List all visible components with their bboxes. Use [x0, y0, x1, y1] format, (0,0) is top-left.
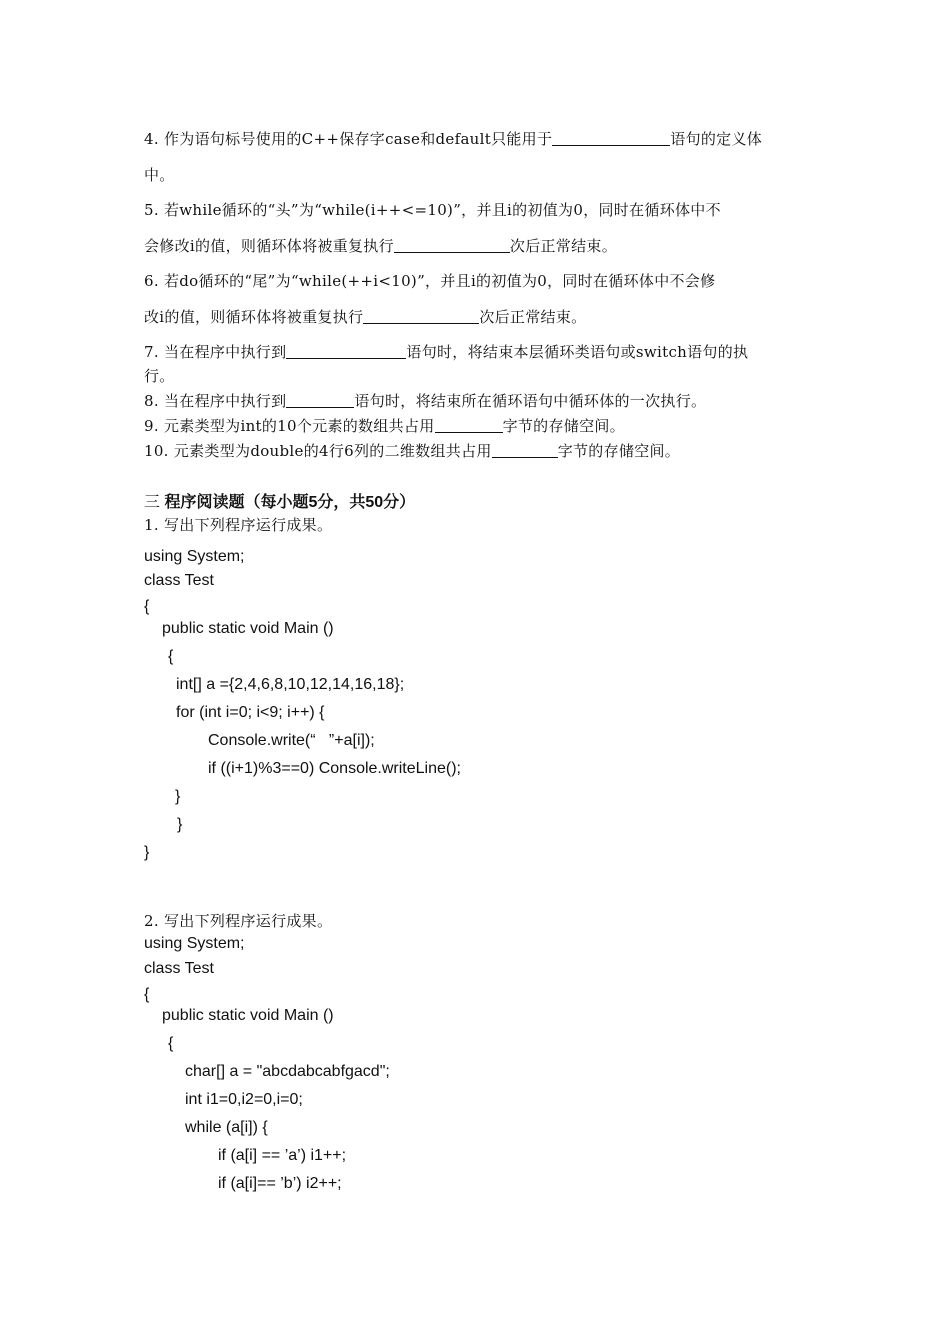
question-7-text: 7. 当在程序中执行到	[144, 343, 287, 361]
answer-blank[interactable]	[492, 442, 558, 458]
code-line: Console.write(“ ”+a[i]);	[208, 732, 375, 749]
question-5: 5. 若while循环的“头”为“while(i++<=10)”，并且i的初值为0，同时在循环体中不	[144, 201, 721, 219]
program-2-prompt: 2. 写出下列程序运行成果。	[144, 912, 333, 930]
question-6-line-2	[144, 306, 586, 327]
answer-blank[interactable]	[394, 237, 510, 253]
question-8-text-after: 语句时，将结束所在循环语句中循环体的一次执行。	[354, 392, 707, 410]
code-line: class Test	[144, 960, 214, 977]
question-6: 6. 若do循环的“尾”为“while(++i<10)”，并且i的初值为0，同时在循环体中不会修	[144, 272, 716, 290]
code-line: public static void Main ()	[162, 620, 334, 637]
program-1-prompt: 1. 写出下列程序运行成果。	[144, 516, 333, 534]
code-line: using System;	[144, 935, 245, 952]
question-9-text-after: 字节的存储空间。	[502, 417, 625, 435]
question-6-text: 改i的值，则循环体将被重复执行	[144, 308, 364, 326]
code-line: if ((i+1)%3==0) Console.writeLine();	[208, 760, 461, 777]
code-line: char[] a = "abcdabcabfgacd";	[185, 1063, 390, 1080]
code-line: while (a[i]) {	[185, 1119, 268, 1136]
question-7-text-after: 语句时，将结束本层循环类语句或switch语句的执	[406, 343, 749, 361]
code-line: for (int i=0; i<9; i++) {	[176, 704, 325, 721]
question-4	[144, 128, 762, 149]
question-4-continued: 中。	[144, 166, 175, 184]
question-7-continued: 行。	[144, 367, 175, 385]
code-line: {	[168, 648, 174, 665]
code-line: int i1=0,i2=0,i=0;	[185, 1091, 303, 1108]
answer-blank[interactable]	[435, 417, 503, 433]
question-8-text: 8. 当在程序中执行到	[144, 392, 287, 410]
question-8	[144, 390, 706, 411]
question-5-text-after: 次后正常结束。	[509, 237, 618, 255]
code-line: int[] a ={2,4,6,8,10,12,14,16,18};	[176, 676, 405, 693]
code-line: public static void Main ()	[162, 1007, 334, 1024]
question-7	[144, 341, 748, 362]
section-number: 三	[144, 494, 165, 511]
answer-blank[interactable]	[363, 308, 479, 324]
question-6-text-after: 次后正常结束。	[479, 308, 587, 326]
code-line: }	[175, 788, 181, 805]
question-4-text-after: 语句的定义体	[670, 130, 763, 148]
question-10-text: 10. 元素类型为double的4行6列的二维数组共占用	[144, 442, 492, 460]
code-line: class Test	[144, 572, 214, 589]
code-line: using System;	[144, 548, 245, 565]
question-9	[144, 415, 625, 436]
code-line: }	[144, 844, 150, 861]
question-5-line-2	[144, 235, 617, 256]
code-line: {	[168, 1035, 174, 1052]
code-line: }	[177, 816, 183, 833]
question-10	[144, 440, 680, 461]
code-line: if (a[i] == ’a’) i1++;	[218, 1147, 347, 1164]
question-4-text: 4. 作为语句标号使用的C++保存字case和default只能用于	[144, 130, 553, 148]
question-10-text-after: 字节的存储空间。	[557, 442, 681, 460]
question-9-text: 9. 元素类型为int的10个元素的数组共占用	[144, 417, 435, 435]
code-line: if (a[i]== ’b’) i2++;	[218, 1175, 342, 1192]
answer-blank[interactable]	[286, 392, 354, 408]
question-5-text: 会修改i的值，则循环体将被重复执行	[144, 237, 394, 255]
section-heading	[144, 489, 415, 512]
answer-blank[interactable]	[286, 343, 406, 359]
code-line: {	[144, 986, 150, 1003]
section-title: 程序阅读题（每小题5分，共50分）	[164, 494, 416, 511]
answer-blank[interactable]	[552, 130, 670, 146]
code-line: {	[144, 598, 150, 615]
